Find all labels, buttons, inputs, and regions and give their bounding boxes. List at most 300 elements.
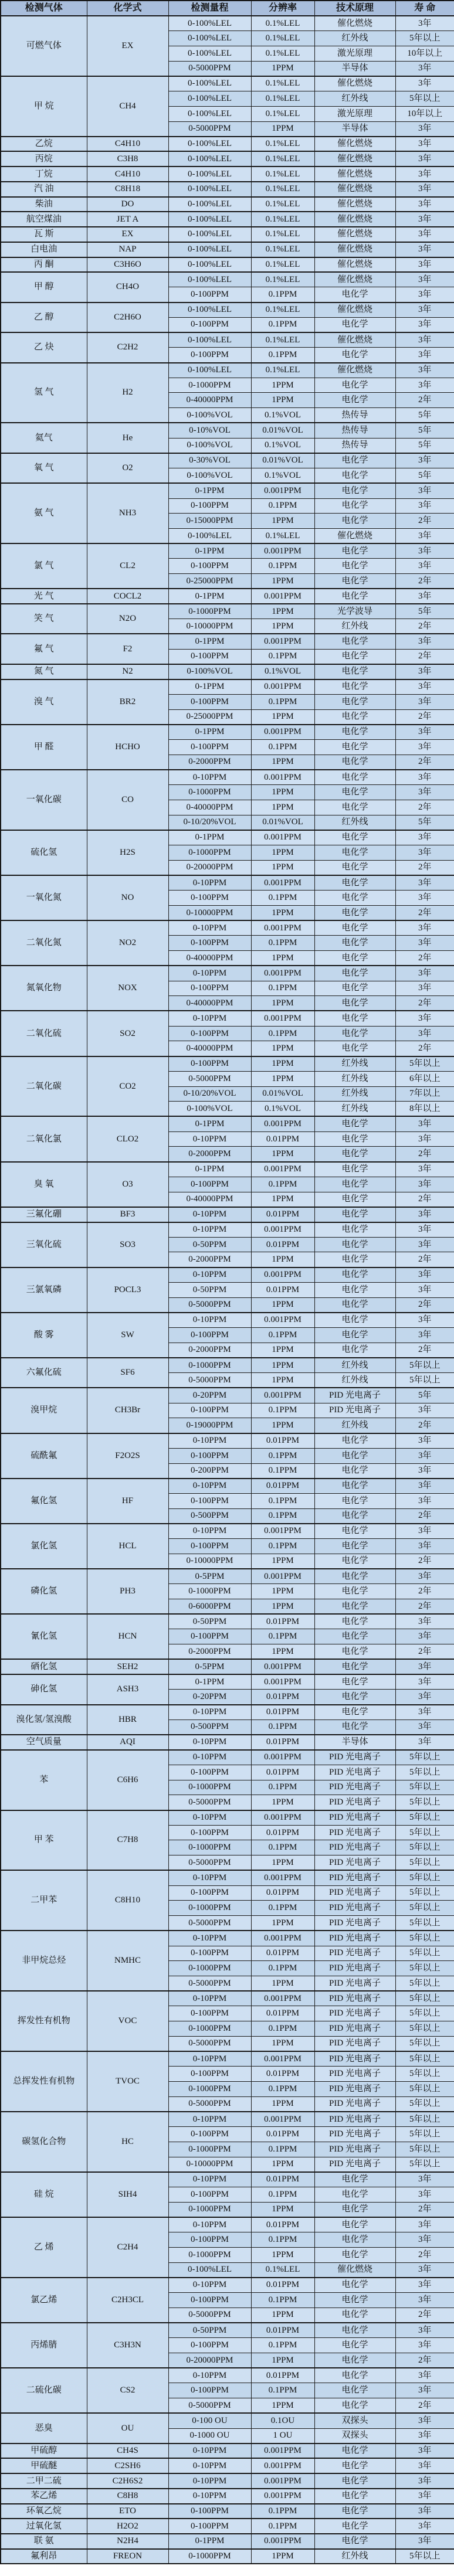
principle-cell: PID 光电离子	[314, 1976, 395, 1991]
resolution-cell: 0.1PPM	[251, 1493, 314, 1508]
formula-cell: C2SH6	[87, 2458, 168, 2473]
range-cell: 0-1000PPM	[168, 1780, 251, 1795]
resolution-cell: 0.1PPM	[251, 2021, 314, 2037]
principle-cell: PID 光电离子	[314, 2112, 395, 2127]
lifespan-cell: 2年	[395, 905, 454, 920]
lifespan-cell: 3年	[395, 845, 454, 861]
range-cell: 0-1PPM	[168, 634, 251, 649]
formula-cell: TVOC	[87, 2051, 168, 2112]
principle-cell: 电化学	[314, 1599, 395, 1614]
range-cell: 0-100%VOL	[168, 664, 251, 679]
range-cell: 0-5PPM	[168, 1569, 251, 1584]
lifespan-cell: 3年	[395, 1448, 454, 1463]
gas-name-cell: 一氧化碳	[1, 770, 87, 830]
gas-name-cell: 溴化氢/氢溴酸	[1, 1705, 87, 1735]
principle-cell: 电化学	[314, 1207, 395, 1222]
resolution-cell: 0.1PPM	[251, 2232, 314, 2248]
resolution-cell: 1PPM	[251, 2247, 314, 2262]
range-cell: 0-10PPM	[168, 2051, 251, 2067]
lifespan-cell: 3年	[395, 2368, 454, 2383]
table-row	[1, 2217, 454, 2232]
formula-cell: SIH4	[87, 2172, 168, 2217]
range-cell: 0-50PPM	[168, 1614, 251, 1629]
range-cell: 0-30%VOL	[168, 453, 251, 468]
principle-cell: 电化学	[314, 2338, 395, 2353]
range-cell: 0-10PPM	[168, 2368, 251, 2383]
table-row	[1, 1056, 454, 1072]
lifespan-cell: 2年	[395, 1644, 454, 1660]
lifespan-cell: 3年	[395, 76, 454, 91]
resolution-cell: 0.1PPM	[251, 317, 314, 332]
table-row	[1, 16, 454, 31]
principle-cell: PID 光电离子	[314, 1403, 395, 1418]
lifespan-cell: 3年	[395, 1705, 454, 1720]
resolution-cell: 0.01PPM	[251, 1207, 314, 1222]
principle-cell: 电化学	[314, 2353, 395, 2368]
lifespan-cell: 7年以上	[395, 1086, 454, 1102]
gas-name-cell: 乙 炔	[1, 332, 87, 362]
lifespan-cell: 3年	[395, 1313, 454, 1328]
principle-cell: 电化学	[314, 2444, 395, 2459]
table-row	[1, 725, 454, 740]
range-cell: 0-100PPM	[168, 1177, 251, 1192]
range-cell: 0-10PPM	[168, 1479, 251, 1494]
lifespan-cell: 2年	[395, 1554, 454, 1569]
table-row	[1, 920, 454, 936]
formula-cell: O3	[87, 1162, 168, 1207]
resolution-cell: 0.001PPM	[251, 2534, 314, 2549]
header-gas: 检测气体	[1, 1, 87, 16]
principle-cell: PID 光电离子	[314, 2157, 395, 2172]
header-principle: 技术原理	[314, 1, 395, 16]
range-cell: 0-10PPM	[168, 1011, 251, 1026]
principle-cell: 电化学	[314, 1282, 395, 1297]
range-cell: 0-100PPM	[168, 2127, 251, 2142]
table-row	[1, 242, 454, 257]
gas-name-cell: 氰化氢	[1, 1614, 87, 1659]
range-cell: 0-10PPM	[168, 1750, 251, 1765]
resolution-cell: 0.1%LEL	[251, 303, 314, 318]
principle-cell: 电化学	[314, 1237, 395, 1252]
range-cell: 0-100PPM	[168, 1056, 251, 1072]
lifespan-cell: 2年	[395, 2398, 454, 2414]
lifespan-cell: 2年	[395, 1584, 454, 1599]
principle-cell: 电化学	[314, 1041, 395, 1056]
lifespan-cell: 3年	[395, 966, 454, 981]
formula-cell: CO	[87, 770, 168, 830]
principle-cell: 电化学	[314, 830, 395, 845]
range-cell: 0-100PPM	[168, 2504, 251, 2519]
principle-cell: 电化学	[314, 1674, 395, 1690]
range-cell: 0-10PPM	[168, 1267, 251, 1283]
principle-cell: 红外线	[314, 1071, 395, 1086]
resolution-cell: 1PPM	[251, 905, 314, 920]
range-cell: 0-1000PPM	[168, 845, 251, 861]
table-row	[1, 212, 454, 227]
resolution-cell: 1PPM	[251, 1644, 314, 1660]
resolution-cell: 1PPM	[251, 2202, 314, 2217]
range-cell: 0-10000PPM	[168, 1554, 251, 1569]
principle-cell: 催化燃烧	[314, 363, 395, 378]
table-row	[1, 1705, 454, 1720]
principle-cell: 电化学	[314, 1267, 395, 1283]
range-cell: 0-100%LEL	[168, 76, 251, 91]
resolution-cell: 0.1%LEL	[251, 197, 314, 212]
lifespan-cell: 5年以上	[395, 1373, 454, 1388]
resolution-cell: 0.1%VOL	[251, 468, 314, 484]
table-row	[1, 1358, 454, 1373]
lifespan-cell: 3年	[395, 559, 454, 574]
gas-name-cell: 氟化氢	[1, 1479, 87, 1524]
lifespan-cell: 3年	[395, 1207, 454, 1222]
lifespan-cell: 3年	[395, 317, 454, 332]
lifespan-cell: 5年	[395, 468, 454, 484]
lifespan-cell: 5年以上	[395, 1931, 454, 1946]
formula-cell: He	[87, 423, 168, 453]
header-row	[1, 1, 454, 16]
range-cell: 0-100PPM	[168, 649, 251, 664]
resolution-cell: 0.1PPM	[251, 2081, 314, 2096]
table-row	[1, 483, 454, 498]
principle-cell: 电化学	[314, 905, 395, 920]
principle-cell: 电化学	[314, 2232, 395, 2248]
lifespan-cell: 5年以上	[395, 2549, 454, 2564]
formula-cell: CL2	[87, 543, 168, 589]
principle-cell: 催化燃烧	[314, 151, 395, 166]
principle-cell: 催化燃烧	[314, 332, 395, 348]
lifespan-cell: 3年	[395, 16, 454, 31]
lifespan-cell: 3年	[395, 2504, 454, 2519]
gas-name-cell: 苯乙烯	[1, 2489, 87, 2504]
range-cell: 0-1PPM	[168, 1674, 251, 1690]
range-cell: 0-5000PPM	[168, 2096, 251, 2112]
resolution-cell: 0.001PPM	[251, 634, 314, 649]
formula-cell: N2	[87, 664, 168, 679]
formula-cell: C2H4	[87, 2217, 168, 2278]
lifespan-cell: 3年	[395, 875, 454, 891]
range-cell: 0-10PPM	[168, 1705, 251, 1720]
lifespan-cell: 3年	[395, 2278, 454, 2293]
resolution-cell: 0.001PPM	[251, 589, 314, 604]
gas-name-cell: 氯 气	[1, 543, 87, 589]
formula-cell: AQI	[87, 1735, 168, 1750]
principle-cell: PID 光电离子	[314, 2127, 395, 2142]
principle-cell: PID 光电离子	[314, 1810, 395, 1826]
principle-cell: 电化学	[314, 1313, 395, 1328]
resolution-cell: 0.1PPM	[251, 1328, 314, 1343]
formula-cell: HBR	[87, 1705, 168, 1735]
lifespan-cell: 3年	[395, 1614, 454, 1629]
range-cell: 0-100%VOL	[168, 1102, 251, 1117]
range-cell: 0-1000PPM	[168, 2549, 251, 2564]
lifespan-cell: 5年	[395, 423, 454, 438]
range-cell: 0-1PPM	[168, 679, 251, 695]
lifespan-cell: 5年以上	[395, 2127, 454, 2142]
range-cell: 0-100%LEL	[168, 46, 251, 61]
lifespan-cell: 3年	[395, 528, 454, 543]
resolution-cell: 0.01PPM	[251, 1237, 314, 1252]
principle-cell: PID 光电离子	[314, 1765, 395, 1780]
range-cell: 0-5000PPM	[168, 2036, 251, 2051]
range-cell: 0-100PPM	[168, 936, 251, 951]
principle-cell: 电化学	[314, 1659, 395, 1674]
range-cell: 0-100%VOL	[168, 438, 251, 453]
range-cell: 0-1000PPM	[168, 2021, 251, 2037]
lifespan-cell: 3年	[395, 348, 454, 363]
header-range: 检测量程	[168, 1, 251, 16]
gas-name-cell: 苯	[1, 1750, 87, 1810]
principle-cell: 电化学	[314, 755, 395, 770]
principle-cell: 电化学	[314, 1343, 395, 1358]
principle-cell: PID 光电离子	[314, 1795, 395, 1810]
lifespan-cell: 2年	[395, 574, 454, 589]
formula-cell: CLO2	[87, 1116, 168, 1161]
principle-cell: PID 光电离子	[314, 2036, 395, 2051]
range-cell: 0-50PPM	[168, 2323, 251, 2338]
formula-cell: NO	[87, 875, 168, 920]
resolution-cell: 0.1%LEL	[251, 227, 314, 242]
principle-cell: PID 光电离子	[314, 2142, 395, 2157]
gas-name-cell: 甲硫醚	[1, 2458, 87, 2473]
gas-name-cell: 丁烷	[1, 166, 87, 182]
formula-cell: BF3	[87, 1207, 168, 1222]
principle-cell: 电化学	[314, 1011, 395, 1026]
gas-name-cell: 联 氨	[1, 2534, 87, 2549]
range-cell: 0-100%LEL	[168, 257, 251, 273]
gas-name-cell: 溴甲烷	[1, 1388, 87, 1433]
lifespan-cell: 3年	[395, 1403, 454, 1418]
range-cell: 0-40000PPM	[168, 951, 251, 966]
resolution-cell: 1PPM	[251, 800, 314, 815]
range-cell: 0-1000PPM	[168, 2247, 251, 2262]
principle-cell: 电化学	[314, 785, 395, 800]
resolution-cell: 0.1PPM	[251, 981, 314, 996]
range-cell: 0-10/20%VOL	[168, 1086, 251, 1102]
range-cell: 0-100%LEL	[168, 2262, 251, 2278]
range-cell: 0-100%LEL	[168, 332, 251, 348]
range-cell: 0-100%LEL	[168, 137, 251, 152]
range-cell: 0-100%LEL	[168, 212, 251, 227]
lifespan-cell: 3年	[395, 2458, 454, 2473]
principle-cell: PID 光电离子	[314, 1961, 395, 1976]
table-row	[1, 1614, 454, 1629]
resolution-cell: 0.1PPM	[251, 559, 314, 574]
principle-cell: 电化学	[314, 1162, 395, 1177]
lifespan-cell: 3年	[395, 1674, 454, 1690]
resolution-cell: 0.01PPM	[251, 1690, 314, 1705]
gas-name-cell: 三氯氧磷	[1, 1267, 87, 1313]
lifespan-cell: 5年	[395, 408, 454, 423]
resolution-cell: 0.1%LEL	[251, 151, 314, 166]
formula-cell: CH4O	[87, 272, 168, 302]
gas-name-cell: 丙烷	[1, 151, 87, 166]
lifespan-cell: 3年	[395, 891, 454, 906]
principle-cell: PID 光电离子	[314, 1991, 395, 2006]
range-cell: 0-10PPM	[168, 1222, 251, 1238]
principle-cell: 电化学	[314, 770, 395, 785]
principle-cell: 电化学	[314, 875, 395, 891]
formula-cell: C8H18	[87, 182, 168, 197]
table-row	[1, 634, 454, 649]
principle-cell: 电化学	[314, 920, 395, 936]
range-cell: 0-100PPM	[168, 2383, 251, 2398]
resolution-cell: 1PPM	[251, 1584, 314, 1599]
principle-cell: 电化学	[314, 679, 395, 695]
gas-name-cell: 甲 苯	[1, 1810, 87, 1871]
lifespan-cell: 3年	[395, 936, 454, 951]
resolution-cell: 0.1PPM	[251, 498, 314, 514]
lifespan-cell: 5年以上	[395, 1991, 454, 2006]
lifespan-cell: 3年	[395, 2444, 454, 2459]
resolution-cell: 0.001PPM	[251, 1674, 314, 1690]
lifespan-cell: 2年	[395, 2202, 454, 2217]
lifespan-cell: 5年以上	[395, 1780, 454, 1795]
range-cell: 0-100%LEL	[168, 16, 251, 31]
table-row	[1, 2504, 454, 2519]
table-row	[1, 1479, 454, 1494]
resolution-cell: 0.1PPM	[251, 2142, 314, 2157]
resolution-cell: 0.1PPM	[251, 891, 314, 906]
gas-name-cell: 恶臭	[1, 2413, 87, 2443]
range-cell: 0-100PPM	[168, 981, 251, 996]
resolution-cell: 0.1PPM	[251, 1539, 314, 1554]
range-cell: 0-100PPM	[168, 1328, 251, 1343]
table-row	[1, 76, 454, 91]
principle-cell: PID 光电离子	[314, 2081, 395, 2096]
resolution-cell: 0.001PPM	[251, 543, 314, 559]
range-cell: 0-100PPM	[168, 2293, 251, 2308]
range-cell: 0-10PPM	[168, 2458, 251, 2473]
resolution-cell: 0.001PPM	[251, 1659, 314, 1674]
range-cell: 0-10PPM	[168, 1810, 251, 1826]
range-cell: 0-40000PPM	[168, 800, 251, 815]
principle-cell: 电化学	[314, 1719, 395, 1735]
resolution-cell: 1PPM	[251, 1041, 314, 1056]
resolution-cell: 0.1%LEL	[251, 106, 314, 121]
gas-name-cell: 氧 气	[1, 453, 87, 483]
table-row	[1, 589, 454, 604]
range-cell: 0-10PPM	[168, 1735, 251, 1750]
principle-cell: PID 光电离子	[314, 1750, 395, 1765]
resolution-cell: 1PPM	[251, 1297, 314, 1313]
lifespan-cell: 3年	[395, 1177, 454, 1192]
formula-cell: C4H10	[87, 137, 168, 152]
lifespan-cell: 2年	[395, 860, 454, 875]
gas-name-cell: 氦气	[1, 423, 87, 453]
resolution-cell: 1PPM	[251, 709, 314, 725]
resolution-cell: 0.001PPM	[251, 2051, 314, 2067]
formula-cell: C2H6O	[87, 303, 168, 332]
lifespan-cell: 5年以上	[395, 2142, 454, 2157]
principle-cell: PID 光电离子	[314, 1855, 395, 1871]
resolution-cell: 0.1PPM	[251, 2338, 314, 2353]
principle-cell: 电化学	[314, 996, 395, 1011]
principle-cell: 催化燃烧	[314, 272, 395, 287]
range-cell: 0-5PPM	[168, 1659, 251, 1674]
formula-cell: ASH3	[87, 1674, 168, 1704]
formula-cell: DO	[87, 197, 168, 212]
resolution-cell: 0.001PPM	[251, 1222, 314, 1238]
principle-cell: PID 光电离子	[314, 1840, 395, 1855]
resolution-cell: 0.001PPM	[251, 2489, 314, 2504]
resolution-cell: 0.01PPM	[251, 1282, 314, 1297]
range-cell: 0-100%LEL	[168, 182, 251, 197]
resolution-cell: 1PPM	[251, 619, 314, 634]
range-cell: 0-1000PPM	[168, 1961, 251, 1976]
resolution-cell: 1PPM	[251, 845, 314, 861]
table-row	[1, 2413, 454, 2428]
range-cell: 0-1000PPM	[168, 604, 251, 619]
lifespan-cell: 5年以上	[395, 1976, 454, 1991]
principle-cell: 红外线	[314, 1418, 395, 1433]
resolution-cell: 0.001PPM	[251, 483, 314, 498]
table-row	[1, 1222, 454, 1238]
principle-cell: 电化学	[314, 1493, 395, 1508]
formula-cell: C3H8	[87, 151, 168, 166]
range-cell: 0-20PPM	[168, 1388, 251, 1403]
gas-name-cell: 磷化氢	[1, 1569, 87, 1614]
resolution-cell: 0.001PPM	[251, 2112, 314, 2127]
resolution-cell: 0.001PPM	[251, 875, 314, 891]
principle-cell: 催化燃烧	[314, 166, 395, 182]
range-cell: 0-10PPM	[168, 1870, 251, 1885]
gas-name-cell: 挥发性有机物	[1, 1991, 87, 2051]
resolution-cell: 0.01PPM	[251, 2323, 314, 2338]
formula-cell: C3H6O	[87, 257, 168, 273]
lifespan-cell: 3年	[395, 770, 454, 785]
table-row	[1, 227, 454, 242]
lifespan-cell: 5年以上	[395, 2051, 454, 2067]
lifespan-cell: 3年	[395, 1267, 454, 1283]
table-header	[1, 1, 454, 16]
gas-name-cell: 丙烯腈	[1, 2323, 87, 2368]
gas-name-cell: 二氧化氮	[1, 920, 87, 966]
resolution-cell: 0.01PPM	[251, 1825, 314, 1840]
resolution-cell: 0.1%LEL	[251, 76, 314, 91]
range-cell: 0-1PPM	[168, 2534, 251, 2549]
table-row	[1, 257, 454, 273]
range-cell: 0-20000PPM	[168, 860, 251, 875]
resolution-cell: 1PPM	[251, 1795, 314, 1810]
resolution-cell: 0.001PPM	[251, 1388, 314, 1403]
range-cell: 0-100PPM	[168, 2067, 251, 2082]
formula-cell: SF6	[87, 1358, 168, 1388]
range-cell: 0-500PPM	[168, 1719, 251, 1735]
range-cell: 0-5000PPM	[168, 1297, 251, 1313]
range-cell: 0-10PPM	[168, 770, 251, 785]
lifespan-cell: 5年	[395, 438, 454, 453]
range-cell: 0-50PPM	[168, 1237, 251, 1252]
range-cell: 0-6000PPM	[168, 1599, 251, 1614]
formula-cell: COCL2	[87, 589, 168, 604]
lifespan-cell: 3年	[395, 182, 454, 197]
table-row	[1, 1674, 454, 1690]
table-row	[1, 2278, 454, 2293]
range-cell: 0-100PPM	[168, 1825, 251, 1840]
resolution-cell: 1PPM	[251, 1599, 314, 1614]
principle-cell: 催化燃烧	[314, 2262, 395, 2278]
range-cell: 0-25000PPM	[168, 574, 251, 589]
principle-cell: 电化学	[314, 1479, 395, 1494]
gas-table-body	[1, 16, 454, 2564]
table-row	[1, 1810, 454, 1826]
principle-cell: 热传导	[314, 408, 395, 423]
resolution-cell: 0.1%LEL	[251, 363, 314, 378]
lifespan-cell: 3年	[395, 1539, 454, 1554]
lifespan-cell: 5年以上	[395, 2157, 454, 2172]
resolution-cell: 1PPM	[251, 2307, 314, 2323]
resolution-cell: 0.1PPM	[251, 1403, 314, 1418]
